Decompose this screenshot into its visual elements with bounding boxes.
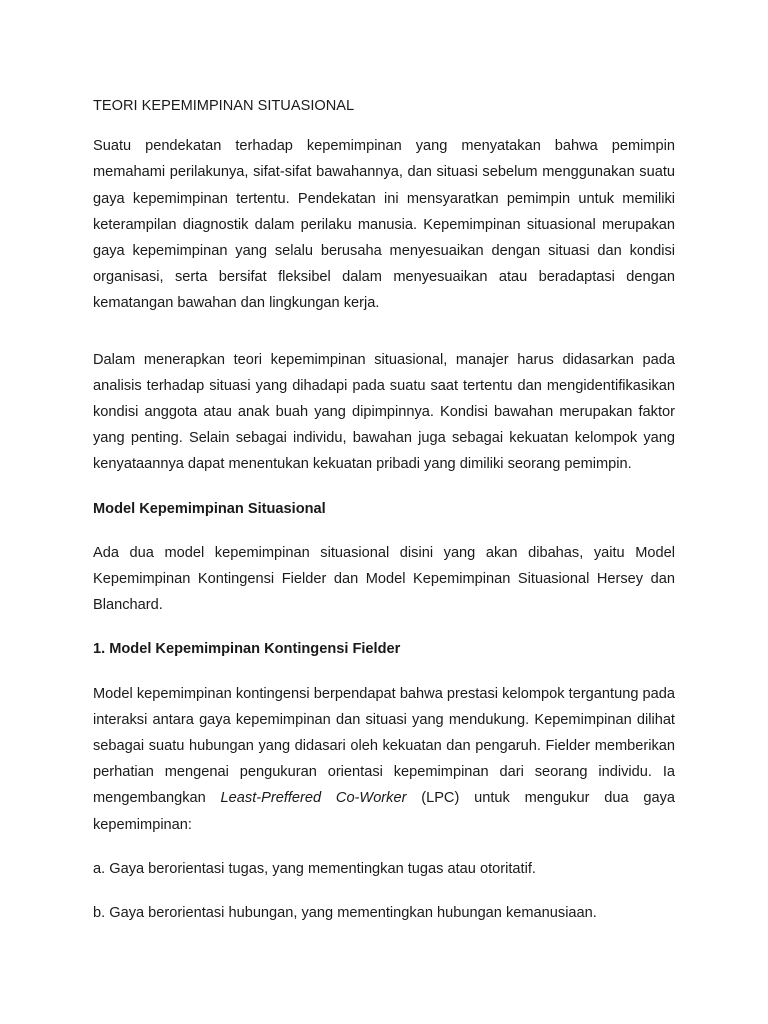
paragraph-fielder: Model kepemimpinan kontingensi berpendapat bahwa prestasi kelompok tergantung pada interaksi antara gaya kepemimpinan dan situasi yang mendukung. Kepemimpinan dilihat sebagai suatu hubungan yang didasari oleh kekuatan dan pengaruh. Fielder memberikan perhatian mengenai pengukuran orientasi kepemimpinan dari seorang individu. Ia mengembangkan Least-Preffered Co-Worker (LPC) untuk mengukur dua gaya kepemimpinan: [93,685,675,833]
section-heading-fielder: 1. Model Kepemimpinan Kontingensi Fielder [93,641,401,658]
document-title: TEORI KEPEMIMPINAN SITUASIONAL [93,98,355,114]
paragraph-models-overview: Ada dua model kepemimpinan situasional disini yang akan dibahas, yaitu Model Kepemimpinan Kontingensi Fielder dan Model Kepemimpinan Situasional Hersey dan Blanchard. [93,544,675,614]
section-heading-model: Model Kepemimpinan Situasional [93,500,326,517]
lpc-term: Least-Preffered Co-Worker [220,790,407,807]
paragraph-application: Dalam menerapkan teori kepemimpinan situasional, manajer harus didasarkan pada analisis terhadap situasi yang dihadapi pada suatu saat tertentu dan mengidentifikasikan kondisi anggota atau anak buah yang dipimpinnya. Kondisi bawahan merupakan faktor yang penting. Selain sebagai individu, bawahan juga sebagai kekuatan kelompok yang kenyataannya dapat menentukan kekuatan pribadi yang dimiliki seorang pemimpin. [93,351,675,473]
paragraph-intro: Suatu pendekatan terhadap kepemimpinan yang menyatakan bahwa pemimpin memahami perilakunya, sifat-sifat bawahannya, dan situasi sebelum menggunakan suatu gaya kepemimpinan tertentu. Pendekatan ini mensyaratkan pemimpin untuk memiliki keterampilan diagnostik dalam perilaku manusia. Kepemimpinan situasional merupakan gaya kepemimpinan yang selalu berusaha menyesuaikan dengan situasi dan kondisi organisasi, serta bersifat fleksibel dalam menyesuaikan atau beradaptasi dengan kematangan bawahan dan lingkungan kerja. [93,138,675,312]
list-item-b: b. Gaya berorientasi hubungan, yang mementingkan hubungan kemanusiaan. [93,905,597,922]
list-item-a: a. Gaya berorientasi tugas, yang mementingkan tugas atau otoritatif. [93,860,536,877]
document-page [93,93,675,926]
